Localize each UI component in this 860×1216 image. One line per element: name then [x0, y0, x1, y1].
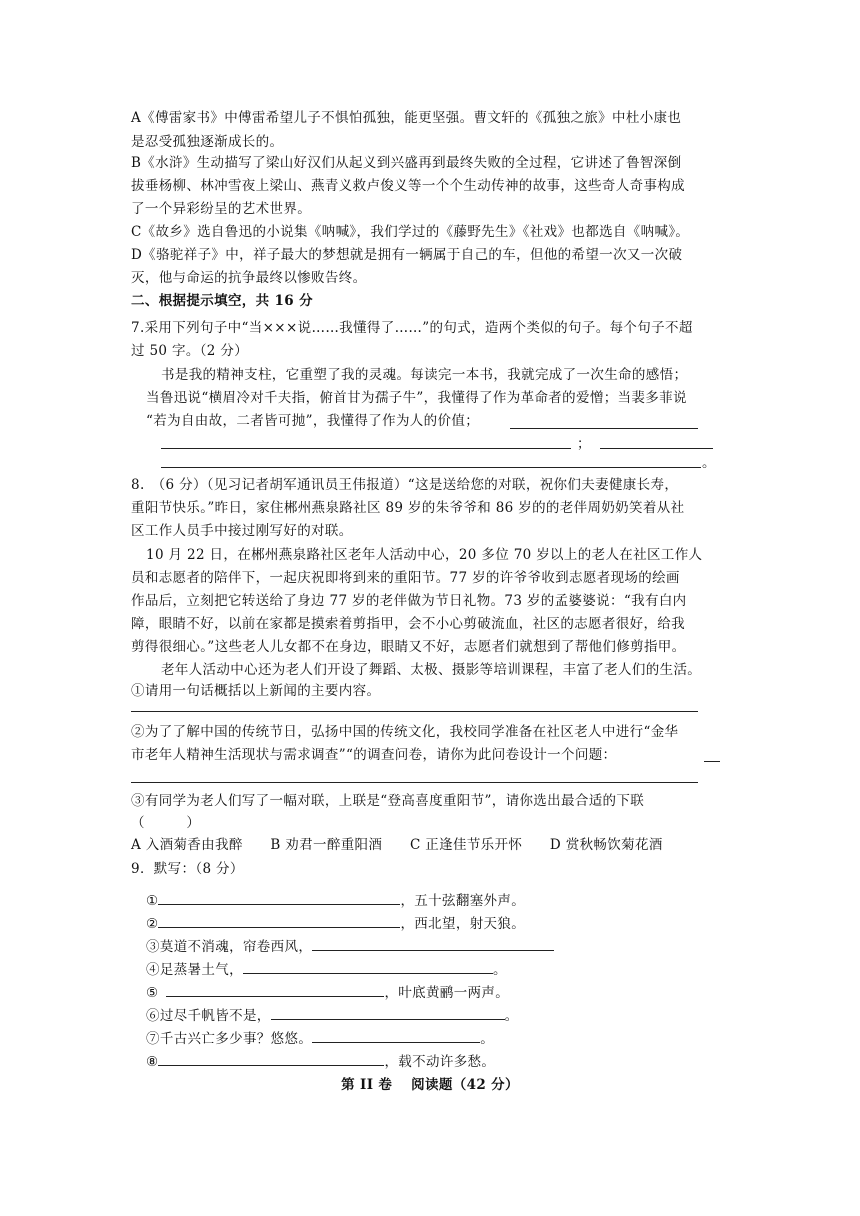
q7-separator: ； — [577, 436, 591, 452]
q9-line-1-blank[interactable] — [158, 890, 400, 905]
q8-sub-question-2-line-1: ②为了了解中国的传统节日，弘扬中国的传统文化，我校同学准备在社区老人中进行“金华 — [131, 724, 679, 740]
q8-line-5: 员和志愿者的陪伴下，一起庆祝即将到来的重阳节。77 岁的许爷爷收到志愿者现场的绘画 — [131, 570, 680, 586]
q7-line-4: 当鲁迅说“横眉冷对千夫指，俯首甘为孺子牛”，我懂得了作为革命者的爱憎；当裴多菲说 — [146, 390, 687, 406]
option-a-line-1: A《傅雷家书》中傅雷希望儿子不惧怕孤独，能更坚强。曹文轩的《孤独之旅》中杜小康也 — [131, 110, 682, 126]
q8-line-2: 重阳节快乐。”昨日，家住郴州燕泉路社区 89 岁的朱爷爷和 86 岁的的老伴周奶奶笑着从社 — [131, 500, 685, 516]
q8-sub2-answer-start[interactable] — [704, 761, 720, 762]
q9-line-2-number: ② — [146, 916, 159, 932]
q9-line-1-number: ① — [146, 893, 159, 909]
q7-answer-blank-3[interactable] — [600, 448, 713, 449]
q9-line-4-blank[interactable] — [243, 959, 493, 974]
q8-line-3: 区工作人员手中接过刚写好的对联。 — [131, 523, 353, 539]
q8-sub2-answer-line[interactable] — [131, 782, 698, 783]
q9-line-7-end: 。 — [480, 1031, 495, 1047]
q8-line-4: 10 月 22 日，在郴州燕泉路社区老年人活动中心，20 多位 70 岁以上的老人在社区工作人 — [146, 547, 703, 563]
part-2-heading: 第 II 卷 阅读题（42 分） — [341, 1077, 519, 1093]
q8-sub-question-1: ①请用一句话概括以上新闻的主要内容。 — [131, 683, 381, 699]
q7-answer-blank-1[interactable] — [510, 428, 698, 429]
q7-line-1: 7.采用下列句子中“当×××说……我懂得了……”的句式，造两个类似的句子。每个句子不超 — [131, 320, 693, 336]
q9-line-5-number: ⑤ — [146, 985, 159, 1001]
option-d-line-2: 灭，他与命运的抗争最终以惨败告终。 — [131, 270, 367, 286]
q8-line-9: 老年人活动中心还为老人们开设了舞蹈、太极、摄影等培训课程，丰富了老人们的生活。 — [161, 662, 702, 678]
option-a-line-2: 是忍受孤独逐渐成长的。 — [131, 134, 284, 150]
q8-sub1-answer-line[interactable] — [131, 711, 698, 712]
q9-line-4-text: ④足蒸暑土气， — [146, 962, 243, 978]
q9-line-6-text: ⑥过尽千帆皆不是， — [146, 1008, 271, 1024]
option-b-line-1: B《水浒》生动描写了梁山好汉们从起义到兴盛再到最终失败的全过程，它讲述了鲁智深倒 — [131, 155, 682, 171]
option-d-line-1: D《骆驼祥子》中，祥子最大的梦想就是拥有一辆属于自己的车，但他的希望一次又一次破 — [131, 247, 683, 263]
q9-line-5 — [146, 982, 509, 1004]
q9-line-8-blank[interactable] — [158, 1051, 384, 1066]
q7-line-2: 过 50 字。（2 分） — [131, 343, 249, 359]
q9-line-2-text: ，西北望，射天狼。 — [400, 916, 526, 932]
q8-answer-choices: A 入酒菊香由我醉 B 劝君一醉重阳酒 C 正逢佳节乐开怀 D 赏秋畅饮菊花酒 — [131, 837, 663, 853]
q9-line-3-text: ③莫道不消魂，帘卷西风， — [146, 939, 313, 955]
q7-answer-blank-2[interactable] — [161, 448, 571, 449]
q9-line-2-blank[interactable] — [158, 913, 400, 928]
q8-sub-question-3-line-1: ③有同学为老人们写了一幅对联，上联是“登高喜度重阳节”，请你选出最合适的下联 — [131, 793, 645, 809]
q9-line-6 — [146, 1005, 519, 1027]
q8-line-6: 作品后，立刻把它转送给了身边 77 岁的老伴做为节日礼物。73 岁的孟婆婆说：“我有白内 — [131, 593, 687, 609]
q9-title: 9．默写：（8 分） — [131, 861, 244, 877]
q8-sub-question-2-line-2: 市老年人精神生活现状与需求调查”“的调查问卷，请你为此问卷设计一个问题： — [131, 747, 617, 763]
q8-line-7: 障，眼睛不好，以前在家都是摸索着剪指甲，会不小心剪破流血，社区的志愿者很好，给我 — [131, 616, 685, 632]
q9-line-7-text: ⑦千古兴亡多少事？悠悠。 — [146, 1031, 313, 1047]
q7-end-mark: 。 — [702, 455, 716, 471]
section-2-heading: 二、根据提示填空，共 16 分 — [131, 293, 313, 309]
q8-line-8: 剪得很细心。”这些老人儿女都不在身边，眼睛又不好，志愿者们就想到了帮他们修剪指甲。 — [131, 639, 686, 655]
q9-line-7-blank[interactable] — [312, 1028, 480, 1043]
q9-line-2 — [146, 913, 525, 935]
q7-answer-blank-4[interactable] — [161, 467, 701, 468]
q9-line-6-blank[interactable] — [271, 1005, 505, 1020]
q9-line-1-text: ，五十弦翻塞外声。 — [400, 893, 526, 909]
q9-line-5-text: ，叶底黄鹂一两声。 — [384, 985, 510, 1001]
option-c-line-1: C《故乡》选自鲁迅的小说集《呐喊》，我们学过的《藤野先生》《社戏》也都选自《呐喊》。 — [131, 224, 690, 240]
q9-line-5-blank[interactable] — [166, 982, 384, 997]
q9-line-4-end: 。 — [492, 962, 507, 978]
q9-line-4 — [146, 959, 507, 981]
q9-line-8-text: ，载不动许多愁。 — [384, 1054, 496, 1070]
q7-line-3: 书是我的精神支柱，它重塑了我的灵魂。每读完一本书，我就完成了一次生命的感悟； — [161, 367, 688, 383]
q9-line-7 — [146, 1028, 494, 1050]
q9-line-3-blank[interactable] — [312, 936, 554, 951]
q8-line-1: 8. （6 分）（见习记者胡军通讯员王伟报道）“这是送给您的对联，祝你们夫妻健康长寿， — [131, 477, 679, 493]
q8-sub-question-3-line-2: （ ） — [131, 815, 201, 831]
q9-line-3 — [146, 936, 554, 958]
q9-line-1 — [146, 890, 525, 912]
q9-line-8 — [146, 1051, 495, 1073]
option-b-line-3: 了一个异彩纷呈的艺术世界。 — [131, 201, 312, 217]
option-b-line-2: 拔垂杨柳、林冲雪夜上梁山、燕青义救卢俊义等一个个生动传神的故事，这些奇人奇事构成 — [131, 178, 685, 194]
q9-line-8-number: ⑧ — [146, 1054, 159, 1070]
q7-line-5: “若为自由故，二者皆可抛”，我懂得了作为人的价值； — [146, 413, 480, 429]
q9-line-6-end: 。 — [504, 1008, 519, 1024]
